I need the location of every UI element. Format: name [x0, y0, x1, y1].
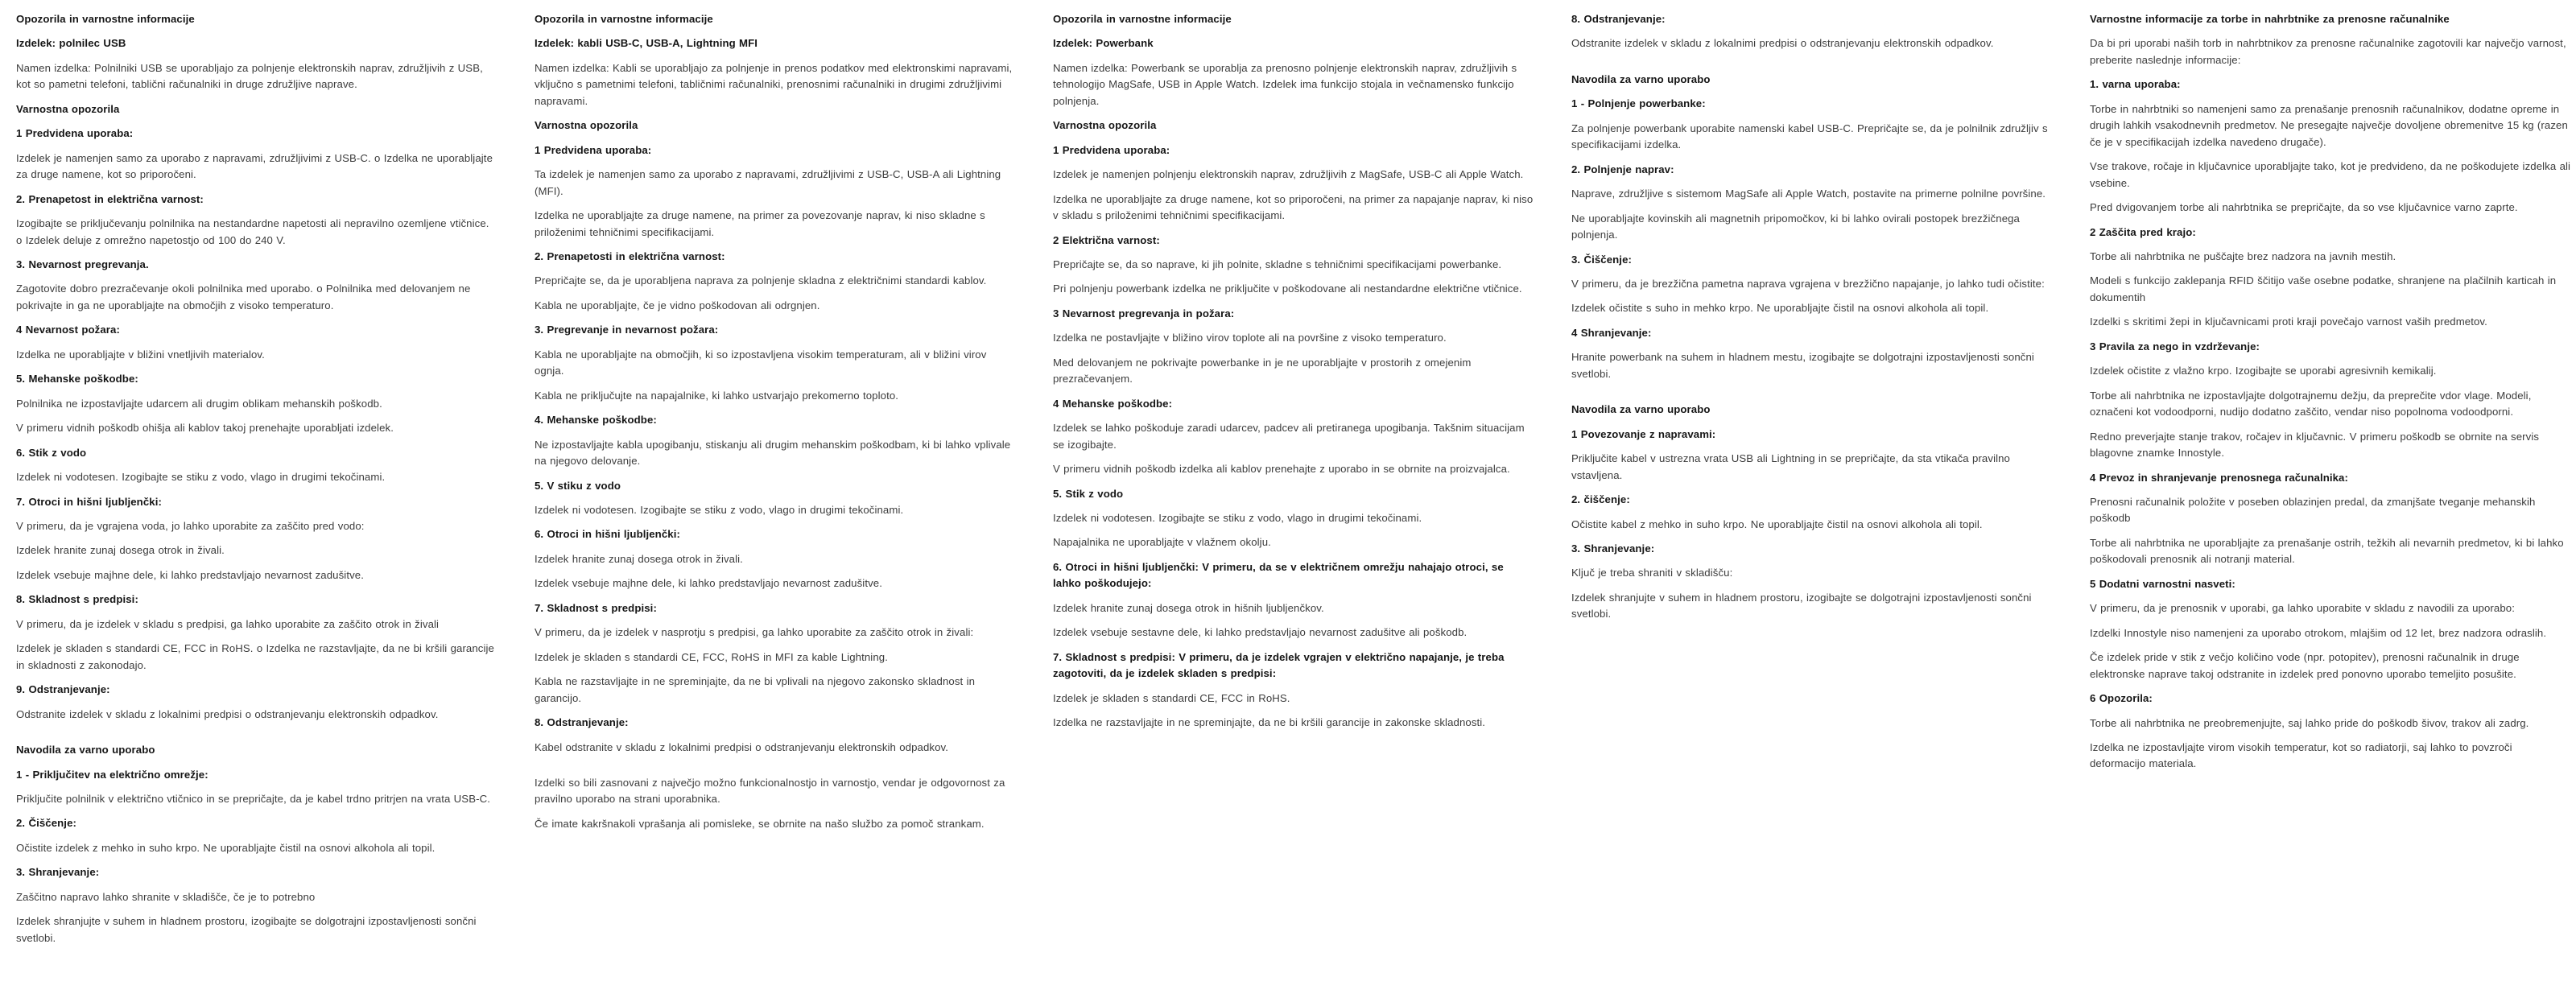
section-heading: 2 Zaščita pred krajo: — [2090, 225, 2196, 238]
paragraph: Očistite kabel z mehko in suho krpo. Ne uporabljajte čistil na osnovi alkohola ali topil. — [1571, 517, 1983, 530]
column-laptop-bags-safety — [2090, 11, 2571, 954]
paragraph: Očistite izdelek z mehko in suho krpo. Ne uporabljajte čistil na osnovi alkohola ali topil. — [16, 841, 436, 854]
paragraph: V primeru, da je brezžična pametna naprava vgrajena v brezžično napajanje, jo lahko tudi očistite: — [1571, 277, 2045, 290]
paragraph: Torbe ali nahrbtnika ne izpostavljajte dolgotrajnemu dežju, da preprečite vdor vlage. Modeli, označeni kot vodoodporni, nudijo dodatno zaščito, vendar niso popolnoma vodoodporni. — [2090, 389, 2532, 418]
section-heading: Varnostna opozorila — [16, 102, 120, 115]
section-heading: 7. Skladnost s predpisi: V primeru, da je izdelek vgrajen v električno napajanje, je treba zagotoviti, da je izdelek skladen s predpisi: — [1053, 650, 1505, 680]
section-heading: 2. Polnjenje naprav: — [1571, 163, 1674, 175]
section-heading: Izdelek: polnilec USB — [16, 37, 126, 50]
section-heading: 3 Nevarnost pregrevanja in požara: — [1053, 307, 1235, 320]
paragraph: Izogibajte se priključevanju polnilnika na nestandardne napetosti ali nepravilno ozemljene vtičnice. o Izdelek deluje z omrežno napetostjo od 100 do 240 V. — [16, 217, 489, 246]
section-heading: 3 Pravila za nego in vzdrževanje: — [2090, 340, 2260, 353]
section-heading: 1 Povezovanje z napravami: — [1571, 427, 1716, 440]
paragraph: Kabla ne uporabljajte, če je vidno poškodovan ali odrgnjen. — [535, 299, 820, 311]
section-heading: 7. Otroci in hišni ljubljenčki: — [16, 495, 162, 508]
section-heading: Izdelek: Powerbank — [1053, 37, 1154, 50]
paragraph: Torbe in nahrbtniki so namenjeni samo za prenašanje prenosnih računalnikov, dodatne opreme in drugih lahkih vsakodnevnih predmetov. Ne presegajte največje dovoljene obremenitve 15 kg (razen če je v specifikacijah izdelka navedeno drugače). — [2090, 102, 2568, 148]
paragraph: Izdelek je skladen s standardi CE, FCC in RoHS. o Izdelka ne razstavljajte, da ne bi kršili garancije in skladnosti z zakonodajo. — [16, 642, 494, 671]
section-heading: 2. Čiščenje: — [16, 817, 76, 830]
section-heading: 6. Otroci in hišni ljubljenčki: — [535, 528, 680, 541]
section-heading: 4 Mehanske poškodbe: — [1053, 397, 1173, 410]
section-heading: 4 Shranjevanje: — [1571, 326, 1652, 339]
paragraph: Pred dvigovanjem torbe ali nahrbtnika se prepričajte, da so vse ključavnice varno zaprte. — [2090, 201, 2518, 214]
paragraph: Namen izdelka: Polnilniki USB se uporabljajo za polnjenje elektronskih naprav, združljivih z USB, kot so pametni telefoni, tablični računalniki in druge združljive naprave. — [16, 61, 483, 91]
section-heading: 8. Skladnost s predpisi: — [16, 593, 138, 606]
section-heading: Opozorila in varnostne informacije — [1053, 13, 1232, 25]
paragraph: Zaščitno napravo lahko shranite v skladišče, če je to potrebno — [16, 890, 316, 903]
paragraph: Izdelek hranite zunaj dosega otrok in živali. — [16, 544, 225, 557]
paragraph: Naprave, združljive s sistemom MagSafe ali Apple Watch, postavite na primerne polnilne površine. — [1571, 188, 2046, 200]
paragraph: Izdelka ne razstavljajte in ne spreminjajte, da ne bi kršili garancije in zakonske skladnosti. — [1053, 716, 1486, 729]
paragraph: Izdelek očistite z vlažno krpo. Izogibajte se uporabi agresivnih kemikalij. — [2090, 365, 2437, 377]
paragraph: Torbe ali nahrbtnika ne uporabljajte za prenašanje ostrih, težkih ali nevarnih predmetov, ki bi lahko poškodovali prenosnik ali notranji material. — [2090, 536, 2564, 566]
paragraph: Izdelek ni vodotesen. Izogibajte se stiku z vodo, vlago in drugimi tekočinami. — [16, 471, 386, 484]
section-heading: Izdelek: kabli USB-C, USB-A, Lightning MFI — [535, 37, 758, 50]
section-heading: 7. Skladnost s predpisi: — [535, 601, 657, 614]
paragraph: Redno preverjajte stanje trakov, ročajev in ključavnic. V primeru poškodb se obrnite na servis blagovne znamke Innostyle. — [2090, 430, 2540, 460]
section-heading: 5 Dodatni varnostni nasveti: — [2090, 577, 2235, 590]
section-heading: 9. Odstranjevanje: — [16, 683, 110, 696]
paragraph: Pri polnjenju powerbank izdelka ne priključite v poškodovane ali nestandardne električne vtičnice. — [1053, 282, 1522, 295]
section-heading: 6. Otroci in hišni ljubljenčki: V primeru, da se v električnem omrežju nahajajo otroci, se lahko poškodujejo: — [1053, 560, 1504, 590]
section-heading: 5. Mehanske poškodbe: — [16, 373, 138, 385]
section-heading: Opozorila in varnostne informacije — [16, 13, 195, 25]
section-heading: 6 Opozorila: — [2090, 692, 2153, 705]
section-heading: 2. čiščenje: — [1571, 493, 1630, 506]
paragraph: Kabla ne uporabljajte na območjih, ki so izpostavljena visokim temperaturam, ali v bližini virov ognja. — [535, 348, 987, 377]
paragraph: Vse trakove, ročaje in ključavnice uporabljajte tako, kot je predvideno, da ne poškodujete izdelka ali vsebine. — [2090, 160, 2571, 189]
paragraph: Izdelek hranite zunaj dosega otrok in živali. — [535, 552, 743, 565]
paragraph: Hranite powerbank na suhem in hladnem mestu, izogibajte se dolgotrajni izpostavljenosti sončni svetlobi. — [1571, 351, 2034, 380]
paragraph: Ne izpostavljajte kabla upogibanju, stiskanju ali drugim mehanskim poškodbam, ki bi lahko vplivale na njegovo delovanje. — [535, 438, 1011, 468]
column-powerbank-usage-and-cable-usage — [1571, 11, 2053, 954]
section-heading: 1. varna uporaba: — [2090, 78, 2181, 91]
section-heading: 1 - Polnjenje powerbanke: — [1571, 97, 1706, 110]
section-heading: 2. Prenapetost in električna varnost: — [16, 192, 204, 205]
paragraph: Za polnjenje powerbank uporabite namenski kabel USB-C. Prepričajte se, da je polnilnik združljiv s specifikacijami izdelka. — [1571, 122, 2048, 151]
paragraph: Ključ je treba shraniti v skladišču: — [1571, 567, 1733, 579]
paragraph: V primeru, da je izdelek v skladu s predpisi, ga lahko uporabite za zaščito otrok in živali — [16, 617, 440, 630]
section-heading: 8. Odstranjevanje: — [1571, 13, 1666, 25]
paragraph: Prepričajte se, da so naprave, ki jih polnite, skladne s tehničnimi specifikacijami powerbanke. — [1053, 258, 1502, 270]
paragraph: Da bi pri uporabi naših torb in nahrbtnikov za prenosne računalnike zagotovili kar največjo varnost, preberite naslednje informacije: — [2090, 37, 2566, 66]
paragraph: V primeru vidnih poškodb ohišja ali kablov takoj prenehajte uporabljati izdelek. — [16, 422, 394, 435]
section-heading: 8. Odstranjevanje: — [535, 716, 629, 729]
paragraph: Namen izdelka: Powerbank se uporablja za prenosno polnjenje elektronskih naprav, združljivih s tehnologijo MagSafe, USB in Apple Watch. Izdelek ima funkcijo stojala in večnamensko funkcijo polnjenja. — [1053, 61, 1517, 107]
paragraph: V primeru, da je prenosnik v uporabi, ga lahko uporabite v skladu z navodili za uporabo: — [2090, 602, 2515, 615]
paragraph: Izdelka ne postavljajte v bližino virov toplote ali na površine z visoko temperaturo. — [1053, 332, 1447, 344]
paragraph: Izdelek shranjujte v suhem in hladnem prostoru, izogibajte se dolgotrajni izpostavljenosti sončni svetlobi. — [16, 915, 477, 944]
paragraph: Izdelek vsebuje sestavne dele, ki lahko predstavljajo nevarnost zadušitve ali poškodb. — [1053, 626, 1468, 639]
section-heading: Navodila za varno uporabo — [16, 744, 155, 757]
column-powerbank-safety — [1053, 11, 1534, 954]
paragraph: Odstranite izdelek v skladu z lokalnimi predpisi o odstranjevanju elektronskih odpadkov. — [1571, 37, 1994, 50]
paragraph: Prepričajte se, da je uporabljena naprava za polnjenje skladna z električnimi standardi kablov. — [535, 274, 987, 287]
section-heading: 1 Predvidena uporaba: — [16, 127, 134, 140]
paragraph: Izdelka ne uporabljajte za druge namene, kot so priporočeni, na primer za napajanje naprav, ki niso v skladu s priloženimi tehničnimi specifikacijami. — [1053, 192, 1534, 222]
paragraph: Kabla ne razstavljajte in ne spreminjajte, da ne bi vplivali na njegovo zakonsko skladnost in garancijo. — [535, 675, 976, 704]
section-heading: Varnostne informacije za torbe in nahrbtnike za prenosne računalnike — [2090, 13, 2450, 25]
paragraph: Če imate kakršnakoli vprašanja ali pomisleke, se obrnite na našo službo za pomoč strankam. — [535, 817, 985, 830]
section-heading: 3. Pregrevanje in nevarnost požara: — [535, 324, 719, 336]
section-heading: 2 Električna varnost: — [1053, 233, 1160, 246]
section-heading: Navodila za varno uporabo — [1571, 72, 1711, 85]
paragraph: Izdelek vsebuje majhne dele, ki lahko predstavljajo nevarnost zadušitve. — [16, 568, 364, 581]
paragraph: Izdelka ne uporabljajte za druge namene, na primer za povezovanje naprav, ki niso skladne s priloženimi tehničnimi specifikacijami. — [535, 209, 985, 238]
section-heading: Navodila za varno uporabo — [1571, 403, 1711, 416]
paragraph: Izdelka ne izpostavljajte virom visokih temperatur, kot so radiatorji, saj lahko to povzroči deformacijo materiala. — [2090, 740, 2512, 770]
paragraph: Torbe ali nahrbtnika ne puščajte brez nadzora na javnih mestih. — [2090, 249, 2396, 262]
section-heading: 4 Prevoz in shranjevanje prenosnega računalnika: — [2090, 471, 2348, 484]
column-cables-safety — [535, 11, 1016, 954]
paragraph: Izdelek se lahko poškoduje zaradi udarcev, padcev ali pretiranega upogibanja. Takšnim situacijam se izogibajte. — [1053, 422, 1525, 451]
paragraph: Izdelki Innostyle niso namenjeni za uporabo otrokom, mlajšim od 12 let, brez nadzora odraslih. — [2090, 626, 2547, 639]
paragraph: Izdelka ne uporabljajte v bližini vnetljivih materialov. — [16, 348, 265, 361]
section-heading: Varnostna opozorila — [535, 119, 638, 132]
section-heading: 2. Prenapetosti in električna varnost: — [535, 249, 725, 262]
section-heading: 3. Shranjevanje: — [1571, 542, 1655, 555]
paragraph: Izdelek je skladen s standardi CE, FCC, RoHS in MFI za kable Lightning. — [535, 650, 888, 663]
paragraph: Torbe ali nahrbtnika ne preobremenjujte, saj lahko pride do poškodb šivov, trakov ali zadrg. — [2090, 716, 2529, 729]
paragraph: Kabel odstranite v skladu z lokalnimi predpisi o odstranjevanju elektronskih odpadkov. — [535, 740, 949, 753]
paragraph: Izdelek shranjujte v suhem in hladnem prostoru, izogibajte se dolgotrajni izpostavljenosti sončni svetlobi. — [1571, 591, 2032, 621]
paragraph: Izdelek hranite zunaj dosega otrok in hišnih ljubljenčkov. — [1053, 601, 1324, 614]
paragraph: Priključite polnilnik v električno vtičnico in se prepričajte, da je kabel trdno pritrjen na vrata USB-C. — [16, 792, 490, 805]
paragraph: Izdelki so bili zasnovani z največjo možno funkcionalnostjo in varnostjo, vendar je odgovornost za pravilno uporabo na strani uporabnika. — [535, 776, 1005, 806]
paragraph: Če izdelek pride v stik z večjo količino vode (npr. potopitev), prenosni računalnik in druge elektronske naprave takoj odstranite in izdelek pred ponovno uporabo temeljito posušite. — [2090, 651, 2520, 680]
paragraph: Zagotovite dobro prezračevanje okoli polnilnika med uporabo. o Polnilnika med delovanjem ne pokrivajte in ga ne uporabljajte na območjih z visoko temperaturo. — [16, 282, 471, 311]
section-heading: 3. Nevarnost pregrevanja. — [16, 258, 149, 270]
paragraph: Izdelek je namenjen polnjenju elektronskih naprav, združljivih z MagSafe, USB-C ali Apple Watch. — [1053, 168, 1524, 181]
section-heading: 5. Stik z vodo — [1053, 487, 1124, 500]
paragraph: Polnilnika ne izpostavljajte udarcem ali drugim oblikam mehanskih poškodb. — [16, 397, 382, 410]
section-heading: 6. Stik z vodo — [16, 446, 87, 459]
paragraph: Med delovanjem ne pokrivajte powerbanke in je ne uporabljajte v prostorih z omejenim prezračevanjem. — [1053, 356, 1472, 385]
paragraph: V primeru vidnih poškodb izdelka ali kablov prenehajte z uporabo in se obrnite na proizvajalca. — [1053, 463, 1510, 476]
section-heading: 1 Predvidena uporaba: — [535, 143, 652, 156]
section-heading: 5. V stiku z vodo — [535, 479, 621, 492]
section-heading: Opozorila in varnostne informacije — [535, 13, 713, 25]
paragraph: Napajalnika ne uporabljajte v vlažnem okolju. — [1053, 536, 1271, 549]
section-heading: 1 - Priključitev na električno omrežje: — [16, 768, 208, 781]
paragraph: Priključite kabel v ustrezna vrata USB ali Lightning in se prepričajte, da sta vtikača pravilno vstavljena. — [1571, 452, 2010, 481]
paragraph: Izdelek je namenjen samo za uporabo z napravami, združljivimi z USB-C. o Izdelka ne uporabljajte za druge namene, kot so priporočeni. — [16, 151, 493, 181]
paragraph: Izdelek očistite s suho in mehko krpo. Ne uporabljajte čistil na osnovi alkohola ali topil. — [1571, 302, 1989, 315]
paragraph: Ta izdelek je namenjen samo za uporabo z napravami, združljivimi z USB-C, USB-A ali Lightning (MFI). — [535, 168, 1001, 197]
paragraph: Ne uporabljajte kovinskih ali magnetnih pripomočkov, ki bi lahko ovirali postopek brezžičnega polnjenja. — [1571, 212, 2020, 241]
paragraph: Izdelek vsebuje majhne dele, ki lahko predstavljajo nevarnost zadušitve. — [535, 577, 882, 590]
paragraph: Izdelki s skritimi žepi in ključavnicami proti kraji povečajo varnost vaših predmetov. — [2090, 315, 2487, 328]
column-usb-charger-safety — [16, 11, 497, 954]
paragraph: Prenosni računalnik položite v poseben oblazinjen predal, da zmanjšate tveganje mehanskih poškodb — [2090, 495, 2536, 525]
paragraph: Odstranite izdelek v skladu z lokalnimi predpisi o odstranjevanju elektronskih odpadkov. — [16, 707, 439, 720]
paragraph: Izdelek ni vodotesen. Izogibajte se stiku z vodo, vlago in drugimi tekočinami. — [535, 503, 904, 516]
paragraph: Modeli s funkcijo zaklepanja RFID ščitijo vaše osebne podatke, shranjene na plačilnih karticah in dokumentih — [2090, 274, 2557, 303]
paragraph: Namen izdelka: Kabli se uporabljajo za polnjenje in prenos podatkov med elektronskimi napravami, vključno s pametnimi telefoni, tabličnimi računalniki, prenosnimi računalniki in drugimi združljivimi napravami. — [535, 61, 1013, 107]
section-heading: 4 Nevarnost požara: — [16, 324, 120, 336]
section-heading: 1 Predvidena uporaba: — [1053, 143, 1170, 156]
paragraph: V primeru, da je vgrajena voda, jo lahko uporabite za zaščito pred vodo: — [16, 519, 365, 532]
paragraph: Izdelek je skladen s standardi CE, FCC in RoHS. — [1053, 691, 1290, 704]
paragraph: Kabla ne priključujte na napajalnike, ki lahko ustvarjajo prekomerno toploto. — [535, 389, 899, 402]
paragraph: Izdelek ni vodotesen. Izogibajte se stiku z vodo, vlago in drugimi tekočinami. — [1053, 511, 1422, 524]
section-heading: 3. Shranjevanje: — [16, 866, 100, 879]
section-heading: 3. Čiščenje: — [1571, 253, 1632, 266]
section-heading: Varnostna opozorila — [1053, 119, 1157, 132]
paragraph: V primeru, da je izdelek v nasprotju s predpisi, ga lahko uporabite za zaščito otrok in živali: — [535, 626, 974, 639]
section-heading: 4. Mehanske poškodbe: — [535, 414, 657, 427]
